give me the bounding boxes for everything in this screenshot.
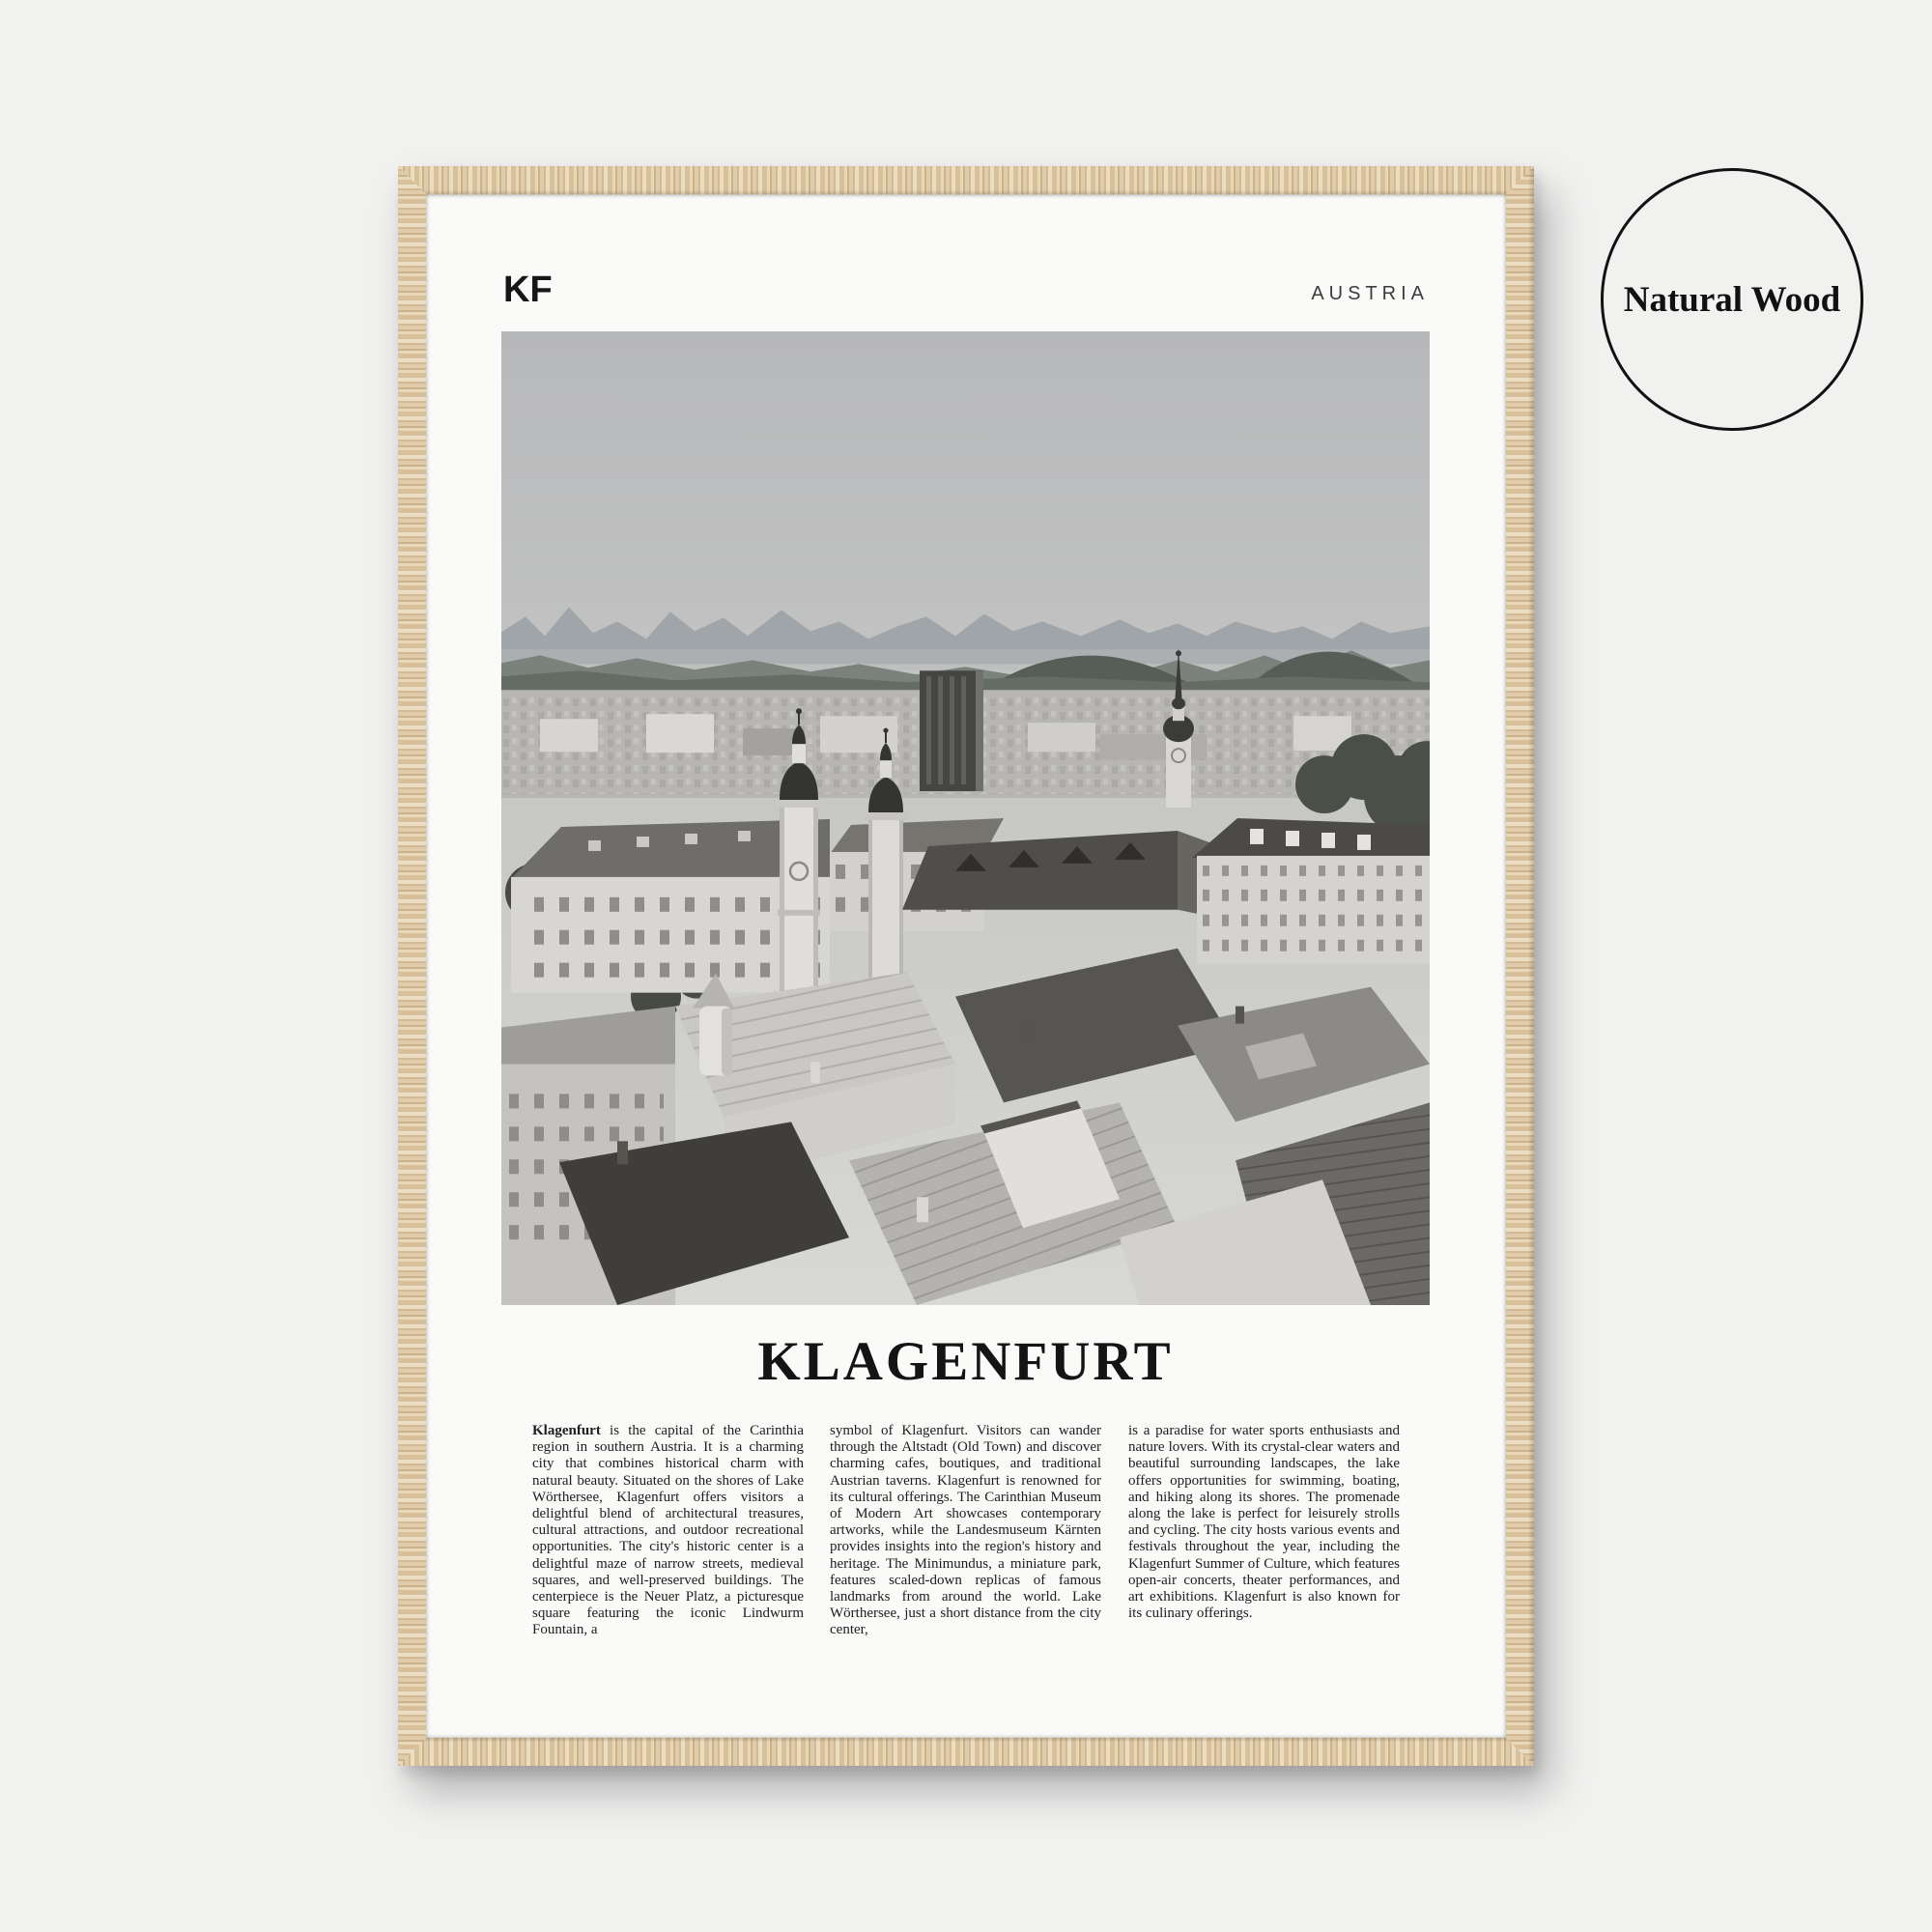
body-column-2: symbol of Klagenfurt. Visitors can wander through the Altstadt (Old Town) and discover charming cafes, boutiques, and traditional Austrian taverns. Klagenfurt is renowned for its cultural offerings. The Carinthian Museum of Modern Art showcases contemporary artworks, while the Landesmuseum Kärnten provides insights into the region's history and heritage. The Minimundus, a miniature park, features scaled-down replicas of famous landmarks from around the world. Lake Wörthersee, just a short distance from the city center, [830, 1423, 1101, 1638]
column-1-text: is the capital of the Carinthia region in southern Austria. It is a charming city that combines historical charm with natural beauty. Situated on the shores of Lake Wörthersee, Klagenfurt offers visitors a delightful blend of architectural treasures, cultural attractions, and outdoor recreational opportunities. The city's historic center is a delightful maze of narrow streets, medieval squares, and well-preserved buildings. The centerpiece is the Neuer Platz, a picturesque square featuring the iconic Lindwurm Fountain, a [532, 1423, 804, 1638]
poster-logo: KF [503, 270, 553, 310]
country-label: AUSTRIA [1311, 283, 1429, 304]
apartment-slab [1028, 723, 1095, 752]
apartment-slab [540, 719, 598, 752]
city-photo-illustration [501, 331, 1430, 1305]
apartment-slab [646, 714, 714, 753]
lead-word: Klagenfurt [532, 1423, 601, 1438]
poster [426, 194, 1506, 1738]
city-photo [501, 331, 1430, 1305]
poster-title: KLAGENFURT [757, 1331, 1174, 1392]
frame-side-bottom [398, 1738, 1534, 1766]
frame-side-right [1506, 166, 1534, 1766]
frame-side-top [398, 166, 1534, 194]
townhouses-right [1192, 818, 1430, 964]
body-column-3: is a paradise for water sports enthusiasts and nature lovers. With its crystal-clear waters and beautiful surrounding landscapes, the lake offers opportunities for swimming, boating, and hiking along its shores. The promenade along the lake is perfect for leisurely strolls and cycling. The city hosts various events and festivals throughout the year, including the Klagenfurt Summer of Culture, which features open-air concerts, theater performances, and art exhibitions. Klagenfurt is also known for its culinary offerings. [1128, 1423, 1400, 1622]
frame-side-left [398, 166, 426, 1766]
natural-wood-badge [1601, 168, 1863, 431]
body-column-1 [532, 1423, 804, 1639]
badge-label: Natural Wood [1623, 279, 1841, 320]
high-rise-tower [920, 670, 983, 791]
picture-frame [398, 166, 1534, 1766]
